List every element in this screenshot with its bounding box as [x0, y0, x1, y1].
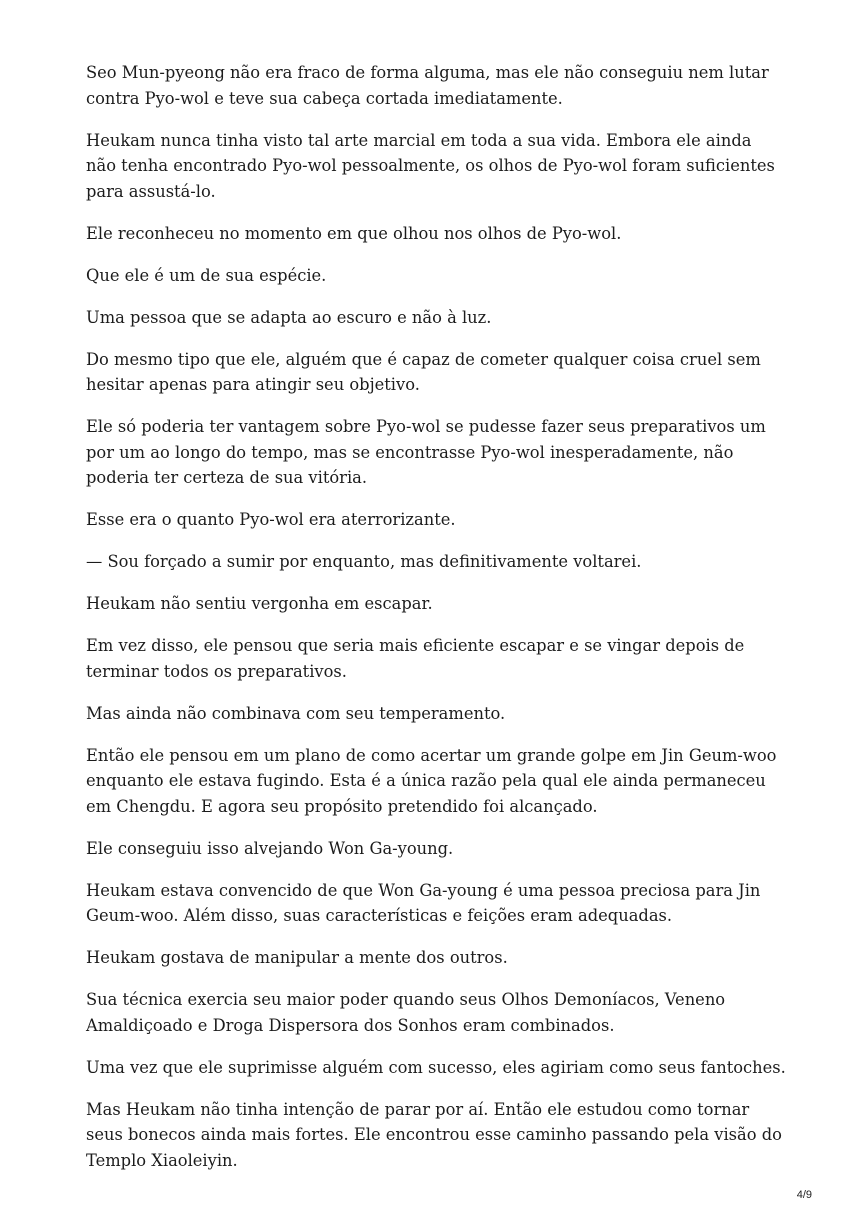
paragraph: Ele reconheceu no momento em que olhou nos olhos de Pyo-wol. [86, 223, 622, 243]
paragraph: Mas Heukam não tinha intenção de parar por aí. Então ele estudou como tornar seus bonecos ainda mais fortes. Ele encontrou esse caminho passando pela visão do Templo Xiaoleiyin. [86, 1099, 782, 1170]
paragraph: Esse era o quanto Pyo-wol era aterrorizante. [86, 510, 456, 529]
paragraph: Mas ainda não combinava com seu temperamento. [86, 703, 506, 723]
paragraph: Heukam estava convencido de que Won Ga-young é uma pessoa preciosa para Jin Geum-woo. Além disso, suas características e feições eram adequadas. [86, 880, 761, 925]
paragraph: Heukam gostava de manipular a mente dos outros. [86, 948, 508, 967]
paragraph: Então ele pensou em um plano de como acertar um grande golpe em Jin Geum-woo enquanto ele estava fugindo. Esta é a única razão pela qual ele ainda permaneceu em Chengdu. E agora seu propósito pretendido foi alcançado. [86, 745, 777, 816]
paragraph: Ele só poderia ter vantagem sobre Pyo-wol se pudesse fazer seus preparativos um por um ao longo do tempo, mas se encontrasse Pyo-wol inesperadamente, não poderia ter certeza de sua vitória. [86, 417, 766, 487]
paragraph: Ele conseguiu isso alvejando Won Ga-young. [86, 838, 454, 858]
paragraph: Heukam não sentiu vergonha em escapar. [86, 594, 433, 613]
paragraph: Do mesmo tipo que ele, alguém que é capaz de cometer qualquer coisa cruel sem hesitar apenas para atingir seu objetivo. [86, 349, 761, 394]
paragraph: Seo Mun-pyeong não era fraco de forma alguma, mas ele não conseguiu nem lutar contra Pyo-wol e teve sua cabeça cortada imediatamente. [86, 63, 769, 108]
paragraph: — Sou forçado a sumir por enquanto, mas definitivamente voltarei. [86, 552, 642, 571]
paragraph: Uma pessoa que se adapta ao escuro e não à luz. [86, 307, 492, 327]
paragraph: Uma vez que ele suprimisse alguém com sucesso, eles agiriam como seus fantoches. [86, 1057, 786, 1077]
page-number: 4/9 [796, 1189, 812, 1201]
paragraph: Heukam nunca tinha visto tal arte marcial em toda a sua vida. Embora ele ainda não tenha encontrado Pyo-wol pessoalmente, os olhos de Pyo-wol foram suficientes para assustá-lo. [86, 130, 775, 201]
document-body [86, 60, 786, 1190]
paragraph: Que ele é um de sua espécie. [86, 265, 327, 285]
paragraph: Em vez disso, ele pensou que seria mais eficiente escapar e se vingar depois de terminar todos os preparativos. [86, 636, 745, 681]
paragraph: Sua técnica exercia seu maior poder quando seus Olhos Demoníacos, Veneno Amaldiçoado e Droga Dispersora dos Sonhos eram combinados. [86, 990, 726, 1035]
